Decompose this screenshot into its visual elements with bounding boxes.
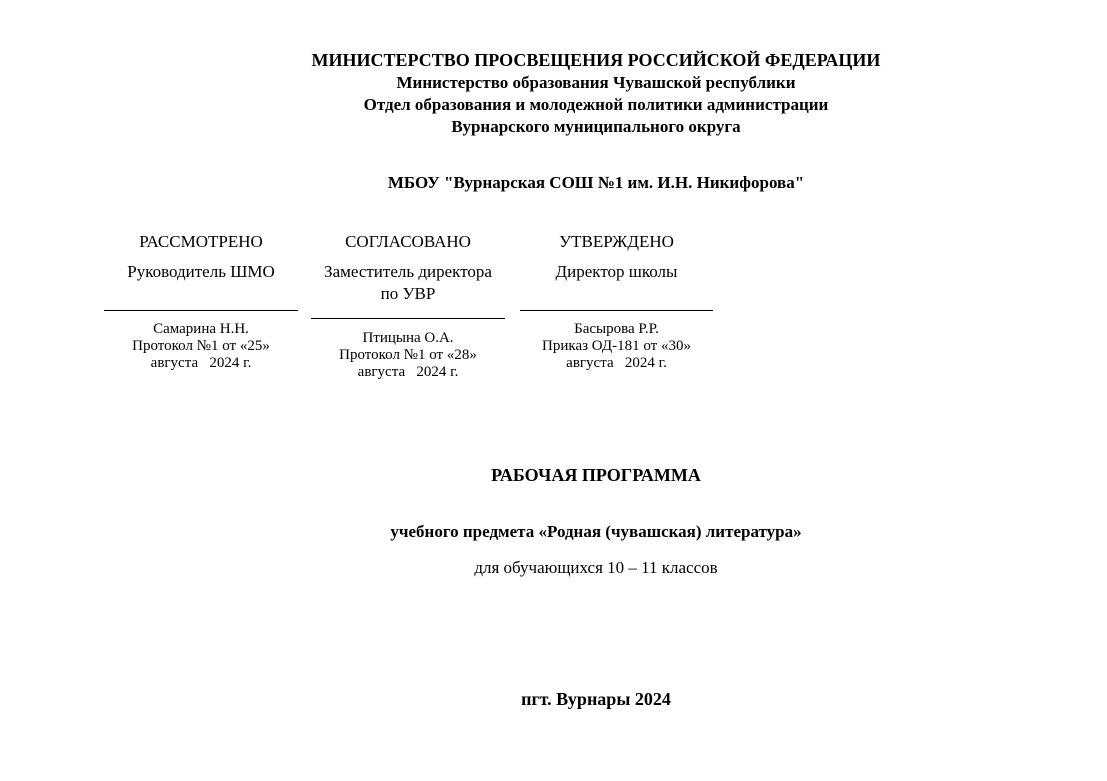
reviewed-protocol: Протокол №1 от «25»	[132, 338, 270, 354]
reviewed-role: Руководитель ШМО	[127, 262, 275, 281]
agreed-protocol: Протокол №1 от «28»	[339, 347, 477, 363]
ministry-federal-heading: МИНИСТЕРСТВО ПРОСВЕЩЕНИЯ РОССИЙСКОЙ ФЕДЕРАЦИИ	[311, 50, 881, 70]
ministry-regional-heading: Министерство образования Чувашской республики	[396, 73, 796, 92]
agreed-signature-line	[311, 318, 505, 319]
reviewed-date: августа 2024 г.	[150, 355, 252, 371]
program-audience: для обучающихся 10 – 11 классов	[474, 558, 718, 577]
agreed-role-line2: по УВР	[380, 284, 436, 303]
reviewed-title: РАССМОТРЕНО	[139, 232, 263, 251]
approval-block-approved	[520, 232, 713, 372]
approval-block-reviewed	[104, 232, 298, 372]
approved-role: Директор школы	[555, 262, 678, 281]
approved-signature-line	[520, 310, 713, 311]
reviewed-signer-name: Самарина Н.Н.	[153, 321, 249, 337]
approved-signer-name: Басырова Р.Р.	[574, 321, 659, 337]
agreed-signer-name: Птицына О.А.	[362, 330, 454, 346]
approved-order: Приказ ОД-181 от «30»	[542, 338, 691, 354]
agreed-date: августа 2024 г.	[357, 364, 459, 380]
school-name: МБОУ "Вурнарская СОШ №1 им. И.Н. Никифорова"	[387, 173, 805, 192]
reviewed-signature-line	[104, 310, 298, 311]
approval-block-agreed	[311, 232, 505, 381]
agreed-title: СОГЛАСОВАНО	[345, 232, 471, 251]
department-heading-line2: Вурнарского муниципального округа	[451, 117, 741, 136]
approved-date: августа 2024 г.	[566, 355, 667, 371]
program-title: РАБОЧАЯ ПРОГРАММА	[491, 465, 701, 485]
place-and-year: пгт. Вурнары 2024	[521, 689, 671, 709]
program-subject: учебного предмета «Родная (чувашская) литература»	[390, 522, 802, 541]
agreed-role-line1: Заместитель директора	[324, 262, 492, 281]
approved-title: УТВЕРЖДЕНО	[559, 232, 674, 251]
department-heading-line1: Отдел образования и молодежной политики администрации	[363, 95, 829, 114]
